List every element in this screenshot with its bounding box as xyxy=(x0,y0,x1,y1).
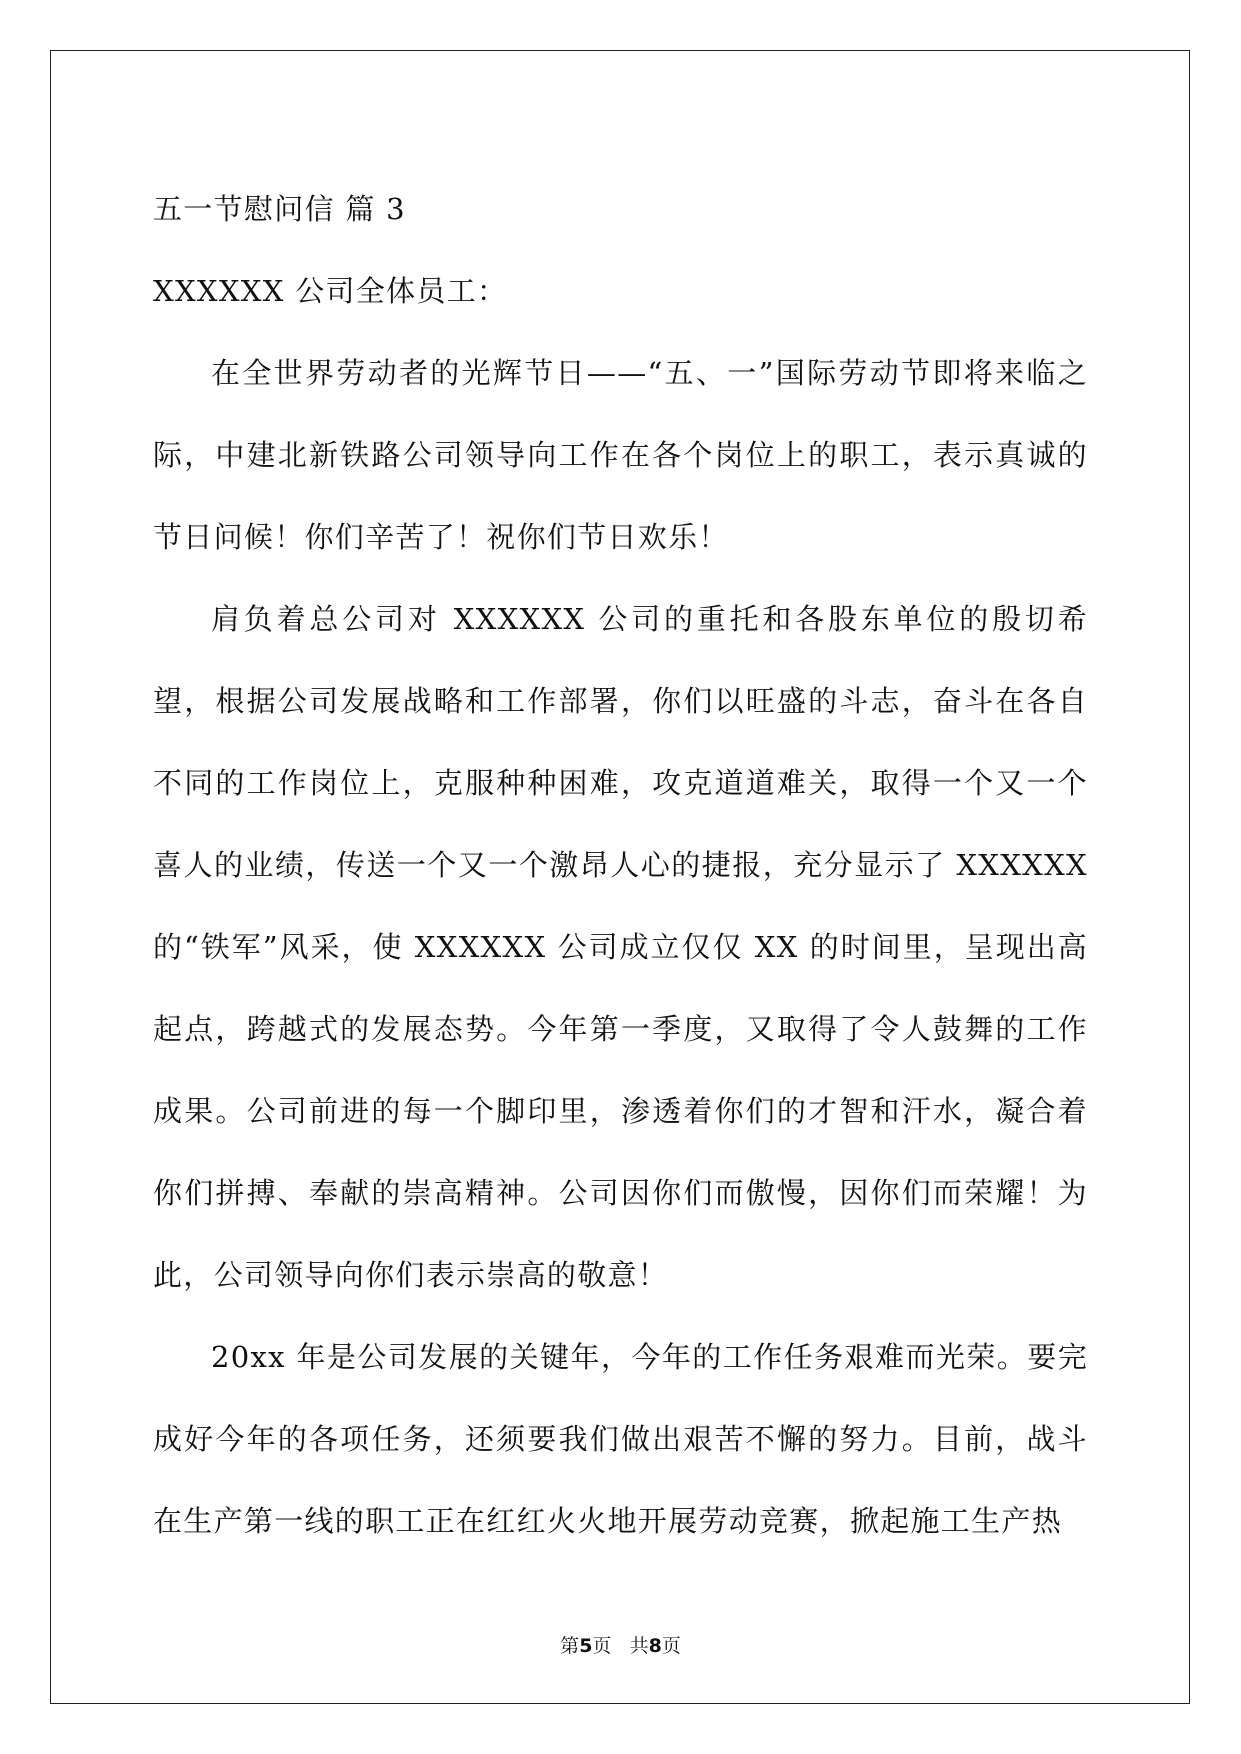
total-suffix: 页 xyxy=(661,1635,681,1657)
page-suffix: 页 xyxy=(592,1635,612,1657)
paragraph-achievements: 肩负着总公司对 XXXXXX 公司的重托和各股东单位的殷切希望，根据公司发展战略和工作部署，你们以旺盛的斗志，奋斗在各自不同的工作岗位上，克服种种困难，攻克道道难关，取得一个又一个喜人的业绩，传送一个又一个激昂人心的捷报，充分显示了 XXXXXX 的“铁军”风采，使 XXXXXX 公司成立仅仅 XX 的时间里，呈现出高起点，跨越式的发展态势。今年第一季度，又取得了令人鼓舞的工作成果。公司前进的每一个脚印里，渗透着你们的才智和汗水，凝合着你们拼搏、奉献的崇高精神。公司因你们而傲慢，因你们而荣耀！为此，公司领导向你们表示崇高的敬意！ xyxy=(153,602,1088,1292)
paragraph-goals: 20xx 年是公司发展的关键年，今年的工作任务艰难而光荣。要完成好今年的各项任务，还须要我们做出艰苦不懈的努力。目前，战斗在生产第一线的职工正在红红火火地开展劳动竞赛，掀起施工生产热 xyxy=(153,1340,1088,1538)
document-body xyxy=(153,168,1088,1562)
salutation: XXXXXX 公司全体员工： xyxy=(153,274,508,308)
total-pages: 8 xyxy=(648,1635,662,1657)
page-number: 5 xyxy=(579,1635,593,1657)
paragraph-greeting: 在全世界劳动者的光辉节日——“五、一”国际劳动节即将来临之际，中建北新铁路公司领导向工作在各个岗位上的职工，表示真诚的节日问候！你们辛苦了！祝你们节日欢乐！ xyxy=(153,356,1088,554)
page-prefix: 第 xyxy=(560,1635,580,1657)
total-prefix: 共 xyxy=(629,1635,649,1657)
document-title: 五一节慰问信 篇 3 xyxy=(153,192,406,226)
page-footer xyxy=(0,1634,1241,1658)
